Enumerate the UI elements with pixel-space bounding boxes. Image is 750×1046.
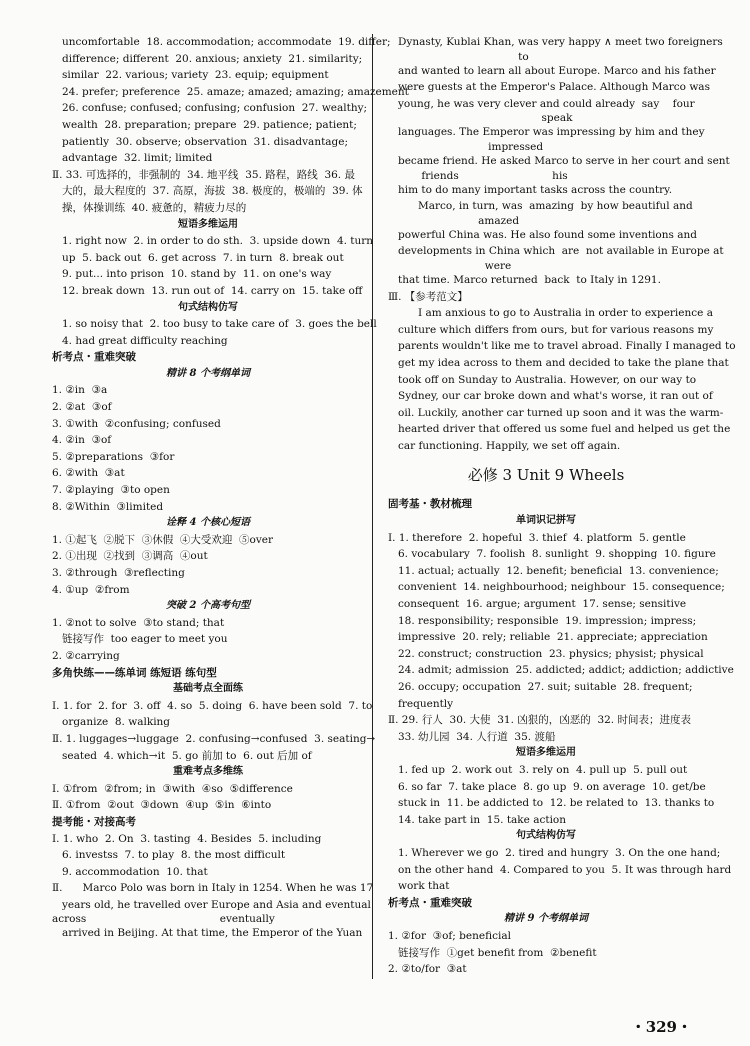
text-line: 1. ①起飞 ②脱下 ③休假 ④大受欢迎 ⑤over [52,533,274,546]
text-line: 1. fed up 2. work out 3. rely on 4. pull up 5. pull out [398,763,688,776]
text-line: similar 22. various; variety 23. equip; equipment [62,69,329,82]
text-line: work that [398,880,450,893]
text-line: 33. 幼儿园 34. 人行道 35. 渡船 [398,730,556,743]
text-line: Ⅰ. ①from ②from; in ③with ④so ⑤difference [52,782,293,795]
text-line: 3. ①with ②confusing; confused [52,417,221,430]
text-line: 18. responsibility; responsible 19. impression; impress; [398,614,697,627]
text-line: patiently 30. observe; observation 31. disadvantage; [62,135,349,148]
text-line: consequent 16. argue; argument 17. sense; sensitive [398,598,687,611]
text-line: languages. The Emperor was impressing by him and they [398,126,705,139]
text-line: on the other hand 4. Compared to you 5. It was through hard [398,863,732,876]
text-line: 1. ②for ③of; beneficial [388,929,511,942]
text-line: 1. so noisy that 2. too busy to take care of 3. goes the bell [62,318,377,331]
text-line: friends his [388,169,568,182]
text-line: 2. ①出现 ②找到 ③调高 ④out [52,550,208,563]
text-line: to [388,50,529,63]
text-line: oil. Luckily, another car turned up soon and it was the warm- [398,406,724,419]
text-line: 11. actual; actually 12. benefit; beneficial 13. convenience; [398,564,719,577]
text-line: 8. ②Within ③limited [52,500,164,513]
text-line: 操，体操训练 40. 疲惫的，精疲力尽的 [62,201,247,214]
text-line: 5. ②preparations ③for [52,450,175,463]
text-line: 26. confuse; confused; confusing; confusion 27. wealthy; [62,102,368,115]
text-line: Ⅱ. 1. luggages→luggage 2. confusing→confused 3. seating→ [52,732,376,745]
column-divider [372,34,373,979]
subsection-heading: 短语多维运用 [178,218,238,230]
text-line: Ⅲ. 【参考范文】 [388,290,468,303]
section-heading: 固考基・教材梳理 [388,498,472,511]
subsection-heading: 单词识记拼写 [516,515,576,527]
text-line: 6. vocabulary 7. foolish 8. sunlight 9. shopping 10. figure [398,548,716,561]
text-line: 22. construct; construction 23. physics; physist; physical [398,647,704,660]
text-line: difference; different 20. anxious; anxiety 21. similarity; [62,52,363,65]
text-line: Ⅰ. 1. therefore 2. hopeful 3. thief 4. platform 5. gentle [388,531,686,544]
text-line: Sydney, our car broke down and what's worse, it ran out of [398,390,713,403]
subsection-heading: 诠释 4 个核心短语 [166,517,250,529]
text-line: Ⅱ. ①from ②out ③down ④up ⑤in ⑥into [52,799,272,812]
text-line: him to do many important tasks across the country. [398,183,673,196]
text-line: 2. ②carrying [52,649,120,662]
unit-title: 必修 3 Unit 9 Wheels [467,466,625,485]
section-heading: 多角快练——练单词 练短语 练句型 [52,666,217,679]
text-line: 4. ①up ②from [52,583,130,596]
text-line: 24. admit; admission 25. addicted; addict; addiction; addictive [398,664,734,677]
text-line: 9. put... into prison 10. stand by 11. on one's way [62,268,332,281]
text-line: Ⅰ. 1. who 2. On 3. tasting 4. Besides 5. including [52,832,322,845]
text-line: Ⅰ. 1. for 2. for 3. off 4. so 5. doing 6. have been sold 7. to [52,699,373,712]
text-line: 2. ②at ③of [52,401,112,414]
text-line: Ⅱ. 33. 可选择的，非强制的 34. 地平线 35. 路程，路线 36. 最 [52,168,355,181]
text-line: impressive 20. rely; reliable 21. appreciate; appreciation [398,631,708,644]
subsection-heading: 句式结构仿写 [178,301,238,313]
text-line: get my idea across to them and decided to take the plane that [398,356,729,369]
text-line: 4. had great difficulty reaching [62,334,228,347]
text-line: hearted driver that offered us some fuel and helped us get the [398,423,731,436]
left-column [52,34,409,942]
text-line: across eventually [52,913,275,926]
text-line: 1. Wherever we go 2. tired and hungry 3. On the one hand; [398,846,721,859]
text-line: became friend. He asked Marco to serve in her court and sent [398,154,730,167]
text-line: Dynasty, Kublai Khan, was very happy ∧ meet two foreigners [398,36,723,48]
text-line: 大的，最大程度的 37. 高原，海拔 38. 极度的，极端的 39. 体 [62,185,363,198]
text-line: Ⅱ. 29. 行人 30. 大使 31. 凶狠的，凶恶的 32. 时间表；进度表 [388,714,691,727]
text-line: 6. ②with ③at [52,467,125,480]
text-line: 26. occupy; occupation 27. suit; suitable 28. frequent; [398,681,693,693]
text-line: speak [388,112,573,125]
subsection-heading: 精讲 9 个考纲单词 [504,913,588,925]
text-line: 14. take part in 15. take action [398,813,567,826]
text-line: stuck in 11. be addicted to 12. be related to 13. thanks to [398,797,715,810]
text-line: 9. accommodation 10. that [62,865,208,878]
section-heading: 析考点・重难突破 [52,351,136,364]
text-line: 1. ②in ③a [52,384,108,397]
text-line: took off on Sunday to Australia. However, on our way to [398,373,697,386]
text-line: amazed [388,214,520,227]
text-line: up 5. back out 6. get across 7. in turn 8. break out [62,251,344,264]
right-column-unit9 [388,496,734,977]
text-line: car functioning. Happily, we set off again. [398,439,621,452]
text-line: 1. ②not to solve ③to stand; that [52,616,225,629]
subsection-heading: 句式结构仿写 [516,830,576,842]
text-line: seated 4. which→it 5. go 前加 to 6. out 后加 of [62,749,312,762]
text-line: convenient 14. neighbourhood; neighbour 15. consequence; [398,581,725,594]
subsection-heading: 基础考点全面练 [173,683,243,695]
text-line: uncomfortable 18. accommodation; accommodate 19. differ; [62,36,391,48]
section-heading: 析考点・重难突破 [388,896,472,909]
text-line: 4. ②in ③of [52,434,112,447]
text-line: 6. so far 7. take place 8. go up 9. on average 10. get/be [398,780,706,793]
text-line: powerful China was. He also found some inventions and [398,228,697,241]
text-line: impressed [388,140,544,153]
text-line: that time. Marco returned back to Italy in 1291. [398,273,661,286]
text-line: 6. investss 7. to play 8. the most difficult [62,849,286,862]
text-line: frequently [398,697,454,710]
subsection-heading: 突破 2 个高考句型 [166,600,250,612]
text-line: I am anxious to go to Australia in order to experience a [398,307,713,320]
text-line: 2. ②to/for ③at [388,963,467,976]
text-line: were [388,259,512,272]
subsection-heading: 精讲 8 个考纲单词 [166,367,250,379]
text-line: 24. prefer; preference 25. amaze; amazed; amazing; amazement [62,85,409,98]
text-line: Marco, in turn, was amazing by how beautiful and [398,200,693,213]
text-line: young, he was very clever and could already say four [398,97,695,110]
text-line: 12. break down 13. run out of 14. carry on 15. take off [62,284,363,297]
text-line: developments in China which are not available in Europe at [398,245,724,258]
text-line: 7. ②playing ③to open [52,484,170,497]
page-number: ・329・ [630,1018,692,1036]
text-line: 链接写作 too eager to meet you [62,633,228,646]
section-heading: 提考能・对接高考 [52,815,136,828]
text-line: were guests at the Emperor's Palace. Although Marco was [398,81,710,94]
right-column [388,34,736,978]
text-line: Ⅱ. Marco Polo was born in Italy in 1254. When he was 17 [52,882,374,895]
subsection-heading: 短语多维运用 [516,747,576,759]
text-line: arrived in Beijing. At that time, the Emperor of the Yuan [62,927,363,940]
text-line: 链接写作 ①get benefit from ②benefit [398,946,597,959]
text-line: organize 8. walking [62,716,171,729]
text-line: and wanted to learn all about Europe. Marco and his father [398,64,716,77]
text-line: 1. right now 2. in order to do sth. 3. upside down 4. turn [62,235,374,248]
text-line: years old, he travelled over Europe and Asia and eventual [62,898,371,911]
subsection-heading: 重难考点多维练 [173,766,243,778]
text-line: advantage 32. limit; limited [62,152,213,165]
text-line: 3. ②through ③reflecting [52,567,185,579]
text-line: culture which differs from ours, but for various reasons my [398,323,714,336]
text-line: wealth 28. preparation; prepare 29. patience; patient; [62,118,357,131]
right-column-answers [388,34,736,454]
text-line: parents wouldn't like me to travel abroad. Finally I managed to [398,340,736,353]
